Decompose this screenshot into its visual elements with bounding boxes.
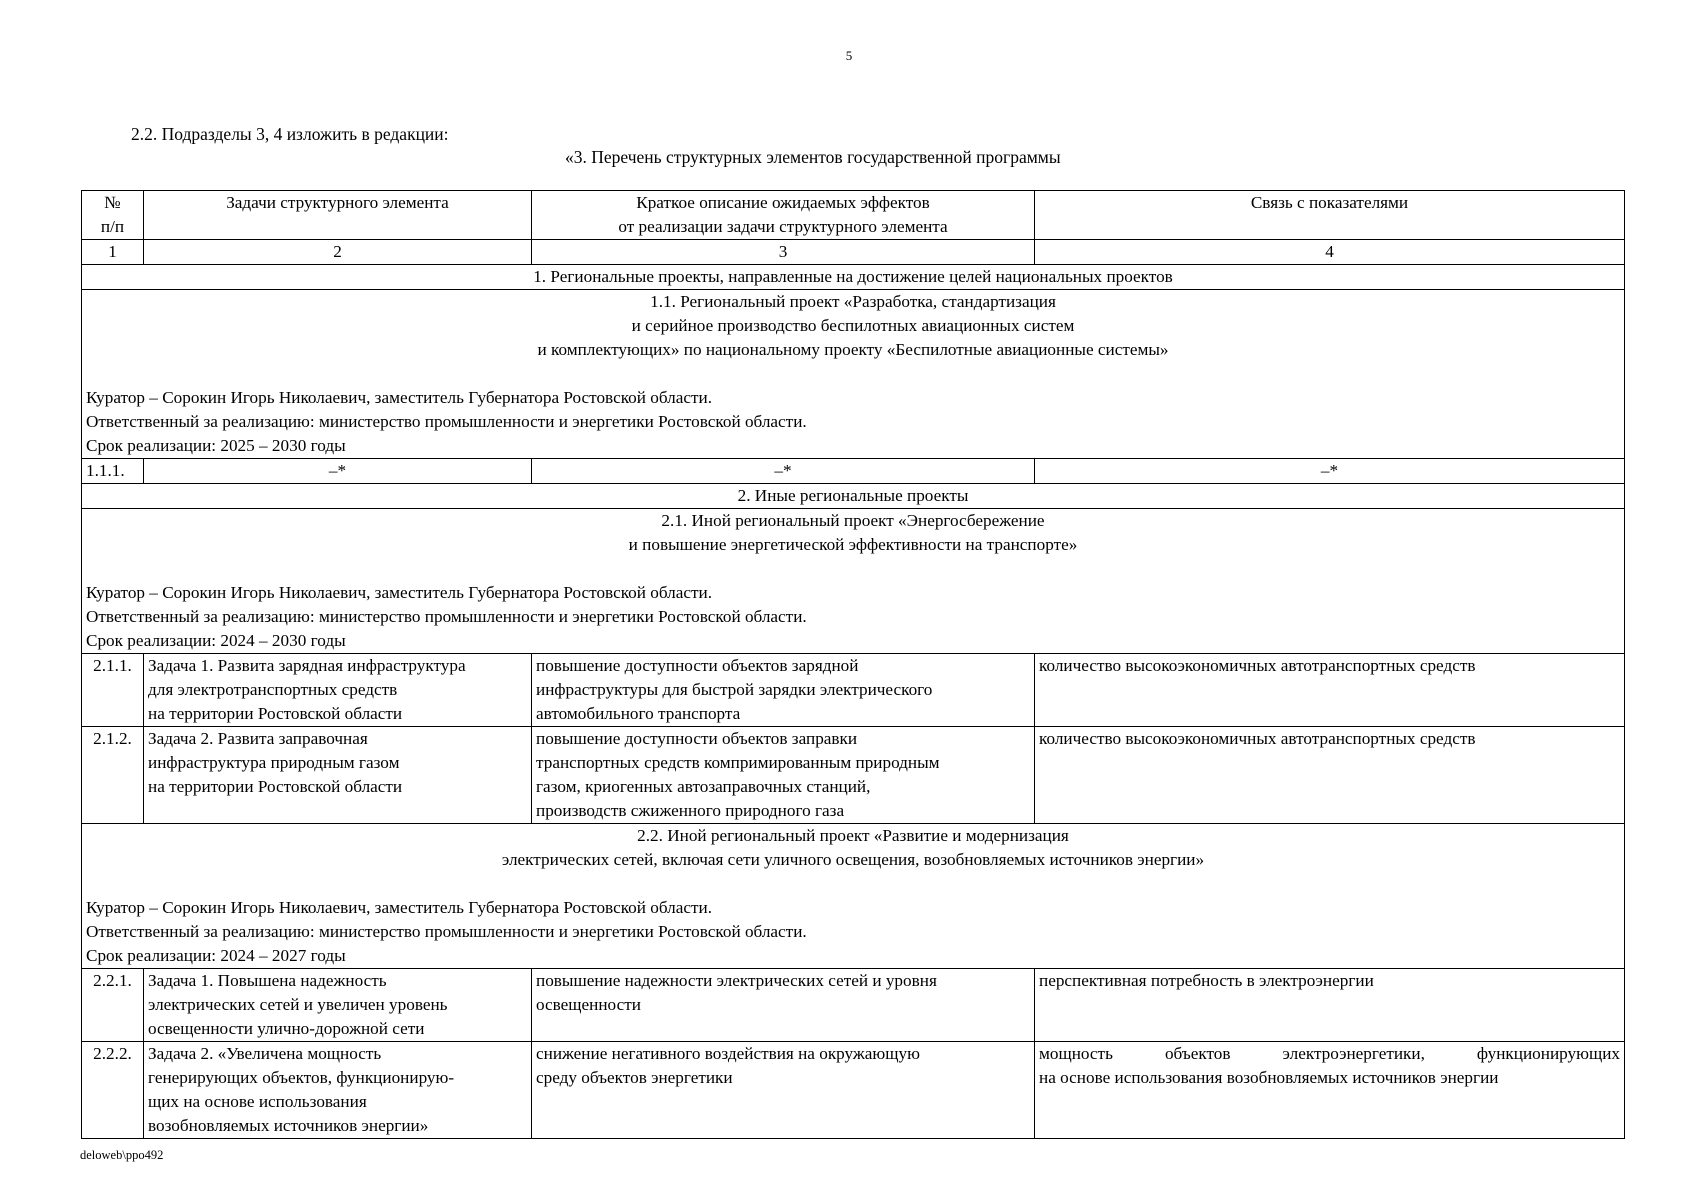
row-task: Задача 2. «Увеличена мощность генерирующих объектов, функционирую- щих на основе использования возобновляемых источников энергии» (144, 1042, 532, 1139)
project-curator: Куратор – Сорокин Игорь Николаевич, заместитель Губернатора Ростовской области. (86, 583, 713, 602)
header-effects: Краткое описание ожидаемых эффектов от реализации задачи структурного элемента (532, 191, 1035, 240)
project-term: Срок реализации: 2024 – 2030 годы (86, 631, 346, 650)
row-number: 2.1.2. (82, 727, 144, 824)
header-num: № п/п (82, 191, 144, 240)
project-block (82, 824, 1625, 969)
column-numbers-row (82, 240, 1625, 265)
row-number: 2.2.2. (82, 1042, 144, 1139)
row-effect: повышение надежности электрических сетей и уровня освещенности (532, 969, 1035, 1042)
header-indicators: Связь с показателями (1035, 191, 1625, 240)
row-effect: –* (532, 459, 1035, 484)
project-title: 2.1. Иной региональный проект «Энергосбережение и повышение энергетической эффективности на транспорте» (628, 511, 1078, 554)
row-task: Задача 2. Развита заправочная инфраструктура природным газом на территории Ростовской области (144, 727, 532, 824)
project-title: 1.1. Региональный проект «Разработка, стандартизация и серийное производство беспилотных авиационных систем и комплектующих» по национальному проекту «Беспилотные авиационные системы» (537, 292, 1169, 359)
table-row (82, 727, 1625, 824)
header-tasks: Задачи структурного элемента (144, 191, 532, 240)
row-effect: повышение доступности объектов зарядной инфраструктуры для быстрой зарядки электрического автомобильного транспорта (532, 654, 1035, 727)
section-row (82, 484, 1625, 509)
project-term: Срок реализации: 2025 – 2030 годы (86, 436, 346, 455)
row-indicator: мощность объектов электроэнергетики, функционирующих на основе использования возобновляемых источников энергии (1035, 1042, 1625, 1139)
row-task: –* (144, 459, 532, 484)
table-row (82, 459, 1625, 484)
row-indicator: количество высокоэкономичных автотранспортных средств (1035, 727, 1625, 824)
row-indicator: количество высокоэкономичных автотранспортных средств (1035, 654, 1625, 727)
table-heading: «3. Перечень структурных элементов государственной программы (565, 147, 1061, 167)
table-row (82, 1042, 1625, 1139)
project-curator: Куратор – Сорокин Игорь Николаевич, заместитель Губернатора Ростовской области. (86, 388, 713, 407)
table-row (82, 969, 1625, 1042)
project-block (82, 509, 1625, 654)
column-number: 4 (1035, 240, 1625, 265)
project-title: 2.2. Иной региональный проект «Развитие и модернизация электрических сетей, включая сети уличного освещения, возобновляемых источников энергии» (501, 826, 1205, 869)
page-number: 5 (845, 48, 853, 63)
intro-text: 2.2. Подразделы 3, 4 изложить в редакции: (131, 124, 449, 144)
row-number: 1.1.1. (82, 459, 144, 484)
project-row (82, 824, 1625, 969)
project-block (82, 290, 1625, 459)
section-row (82, 265, 1625, 290)
row-number: 2.2.1. (82, 969, 144, 1042)
column-number: 3 (532, 240, 1035, 265)
row-task: Задача 1. Развита зарядная инфраструктура для электротранспортных средств на территории Ростовской области (144, 654, 532, 727)
project-responsible: Ответственный за реализацию: министерство промышленности и энергетики Ростовской области. (86, 412, 807, 431)
row-indicator: –* (1035, 459, 1625, 484)
section-title: 2. Иные региональные проекты (82, 484, 1625, 509)
footer-document-id: deloweb\ppo492 (80, 1148, 164, 1162)
structural-elements-table (81, 190, 1625, 1139)
section-title: 1. Региональные проекты, направленные на достижение целей национальных проектов (82, 265, 1625, 290)
project-term: Срок реализации: 2024 – 2027 годы (86, 946, 346, 965)
project-curator: Куратор – Сорокин Игорь Николаевич, заместитель Губернатора Ростовской области. (86, 898, 713, 917)
row-effect: снижение негативного воздействия на окружающую среду объектов энергетики (532, 1042, 1035, 1139)
project-row (82, 509, 1625, 654)
project-responsible: Ответственный за реализацию: министерство промышленности и энергетики Ростовской области. (86, 607, 807, 626)
column-number: 1 (82, 240, 144, 265)
row-number: 2.1.1. (82, 654, 144, 727)
project-row (82, 290, 1625, 459)
row-indicator: перспективная потребность в электроэнергии (1035, 969, 1625, 1042)
column-number: 2 (144, 240, 532, 265)
project-responsible: Ответственный за реализацию: министерство промышленности и энергетики Ростовской области. (86, 922, 807, 941)
row-effect: повышение доступности объектов заправки транспортных средств компримированным природным газом, криогенных автозаправочных станций, производств сжиженного природного газа (532, 727, 1035, 824)
table-header-row (82, 191, 1625, 240)
row-task: Задача 1. Повышена надежность электрических сетей и увеличен уровень освещенности улично-дорожной сети (144, 969, 532, 1042)
table-row (82, 654, 1625, 727)
